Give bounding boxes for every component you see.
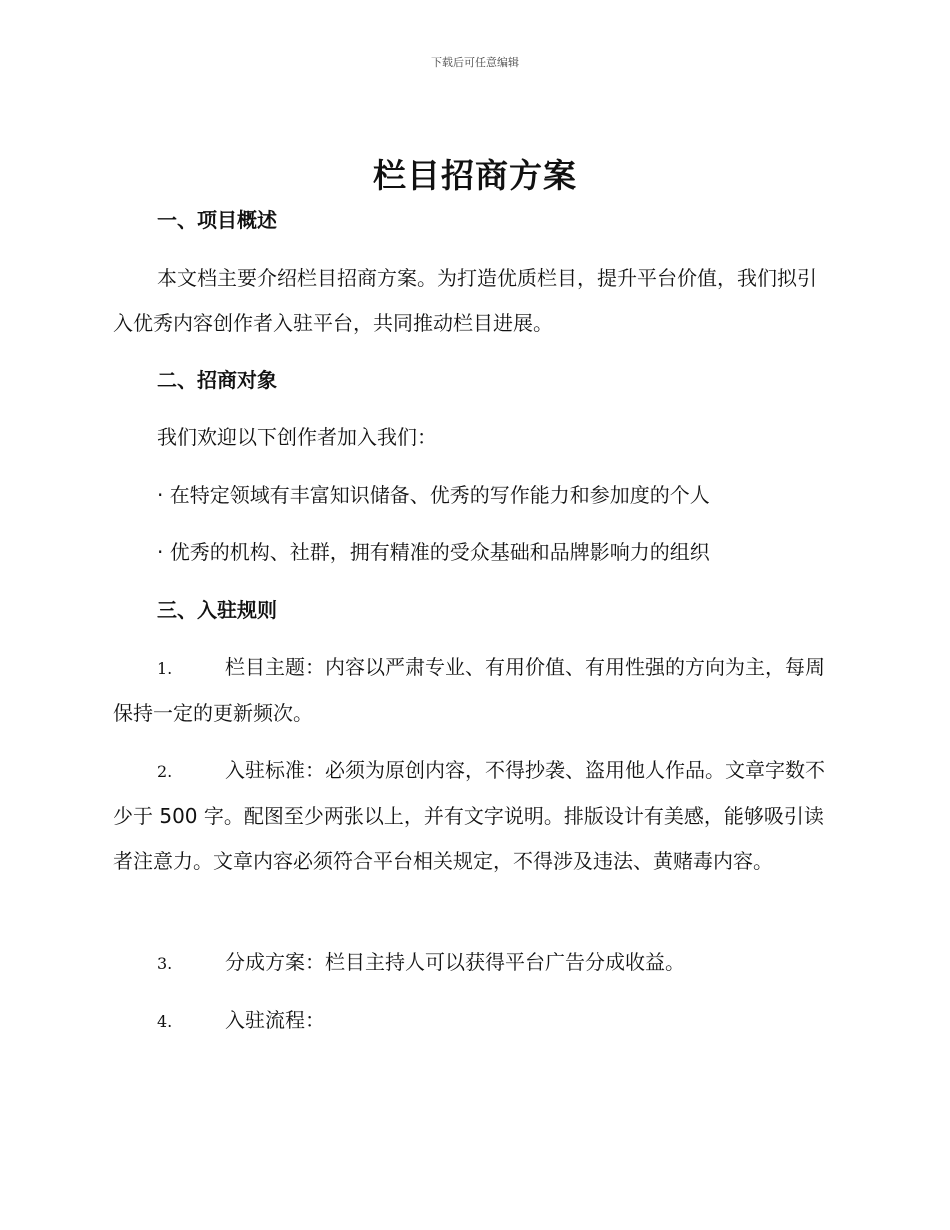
header-note: 下载后可任意编辑 bbox=[431, 56, 519, 69]
document-title: 栏目招商方案 bbox=[373, 156, 577, 195]
rule-text: 入驻流程： bbox=[225, 1008, 325, 1032]
section-heading-rules: 三、入驻规则 bbox=[157, 598, 277, 622]
bullet-item: · 在特定领域有丰富知识储备、优秀的写作能力和参加度的个人 bbox=[157, 483, 710, 507]
rule-text: 分成方案：栏目主持人可以获得平台广告分成收益。 bbox=[225, 950, 685, 974]
rule-item bbox=[113, 748, 833, 884]
overview-paragraph: 本文档主要介绍栏目招商方案。为打造优质栏目，提升平台价值，我们拟引入优秀内容创作者入驻平台，共同推动栏目进展。 bbox=[113, 266, 817, 335]
rule-item bbox=[113, 998, 833, 1044]
section-heading-overview: 一、项目概述 bbox=[157, 208, 277, 232]
rule-number: 3. bbox=[157, 954, 173, 973]
section-heading-targets: 二、招商对象 bbox=[157, 368, 277, 392]
bullet-item: · 优秀的机构、社群，拥有精准的受众基础和品牌影响力的组织 bbox=[157, 540, 710, 564]
rule-number: 4. bbox=[157, 1012, 173, 1031]
rule-text: 入驻标准：必须为原创内容，不得抄袭、盗用他人作品。文章字数不少于 500 字。配图至少两张以上，并有文字说明。排版设计有美感，能够吸引读者注意力。文章内容必须符合平台相关规定，不得涉及违法、黄赌毒内容。 bbox=[113, 758, 825, 873]
targets-intro: 我们欢迎以下创作者加入我们： bbox=[157, 425, 437, 449]
rule-number: 2. bbox=[157, 762, 173, 781]
rule-number: 1. bbox=[157, 659, 173, 678]
rule-item bbox=[113, 940, 833, 986]
rule-text: 栏目主题：内容以严肃专业、有用价值、有用性强的方向为主，每周保持一定的更新频次。 bbox=[113, 655, 825, 725]
rule-item bbox=[113, 645, 833, 736]
